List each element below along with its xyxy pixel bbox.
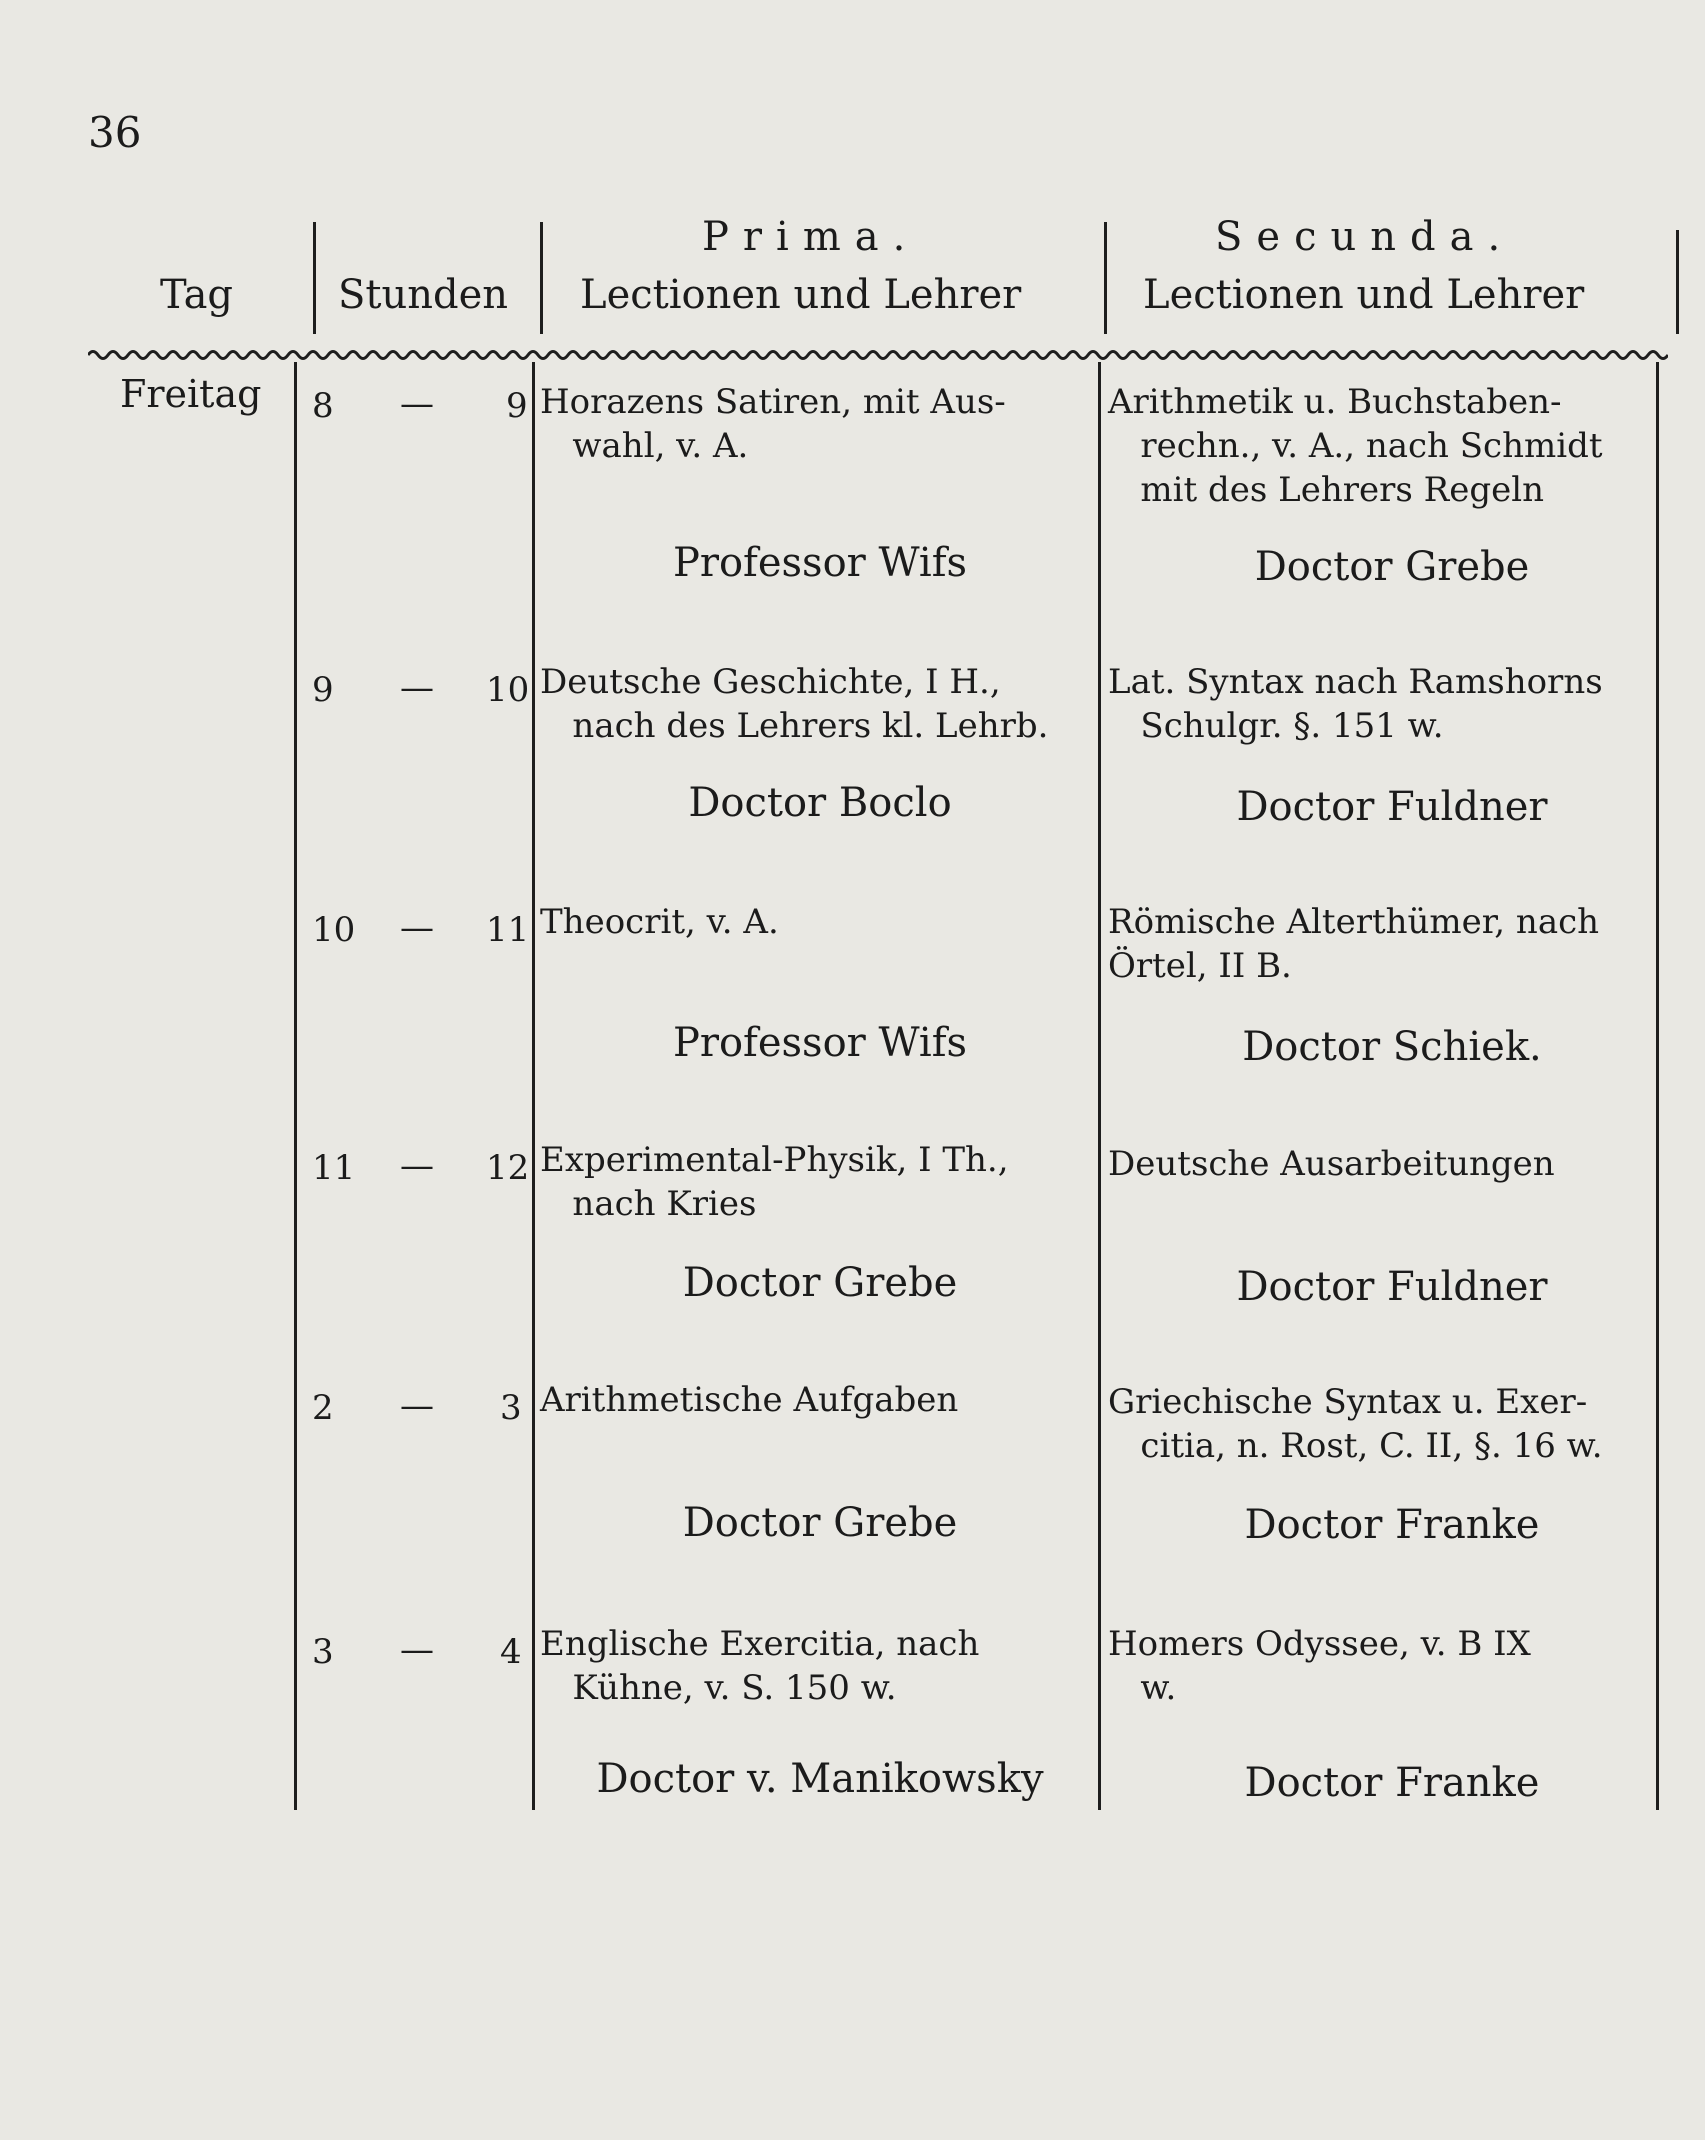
header-rule-3 xyxy=(1104,222,1107,334)
hour-dash: — xyxy=(400,1630,434,1670)
secunda-teacher: Doctor Fuldner xyxy=(1236,784,1548,830)
header-secunda-title: Secunda. xyxy=(1215,214,1515,260)
secunda-lesson: Lat. Syntax nach Ramshorns Schulgr. §. 151 w. xyxy=(1108,662,1603,746)
prima-teacher: Doctor Boclo xyxy=(688,780,952,826)
prima-teacher: Doctor Grebe xyxy=(682,1500,958,1546)
header-secunda-sub: Lectionen und Lehrer xyxy=(1143,272,1585,318)
secunda-teacher: Doctor Fuldner xyxy=(1236,1264,1548,1310)
day-label: Freitag xyxy=(120,372,262,416)
secunda-lesson: Deutsche Ausarbeitungen xyxy=(1108,1144,1555,1184)
hour-dash: — xyxy=(400,1386,434,1426)
secunda-lesson: Römische Alterthümer, nach Örtel, II B. xyxy=(1108,902,1600,986)
hour-from: 3 xyxy=(312,1632,334,1672)
secunda-teacher: Doctor Franke xyxy=(1244,1760,1540,1806)
hour-dash: — xyxy=(400,1146,434,1186)
hour-from: 8 xyxy=(312,386,334,426)
prima-lesson: Theocrit, v. A. xyxy=(540,902,779,942)
secunda-teacher: Doctor Grebe xyxy=(1254,544,1530,590)
prima-teacher: Professor Wifs xyxy=(672,540,968,586)
header-stunden: Stunden xyxy=(338,272,509,318)
secunda-teacher: Doctor Schiek. xyxy=(1242,1024,1542,1070)
secunda-teacher: Doctor Franke xyxy=(1244,1502,1540,1548)
prima-teacher: Doctor Grebe xyxy=(682,1260,958,1306)
hour-from: 9 xyxy=(312,670,334,710)
hour-to: 12 xyxy=(486,1148,530,1188)
header-rule-2 xyxy=(540,222,543,334)
prima-teacher: Professor Wifs xyxy=(672,1020,968,1066)
hour-dash: — xyxy=(400,384,434,424)
prima-teacher: Doctor v. Manikowsky xyxy=(596,1756,1044,1802)
secunda-lesson: Homers Odyssee, v. B IX w. xyxy=(1108,1624,1531,1708)
hour-to: 4 xyxy=(500,1632,522,1672)
header-prima-title: Prima. xyxy=(702,214,920,260)
prima-lesson: Englische Exercitia, nach Kühne, v. S. 150 w. xyxy=(540,1624,980,1708)
header-tag: Tag xyxy=(160,272,234,318)
body-rule-1 xyxy=(294,362,297,1810)
hour-to: 11 xyxy=(486,910,530,950)
hour-from: 2 xyxy=(312,1388,334,1428)
hour-to: 9 xyxy=(506,386,528,426)
wavy-divider xyxy=(88,348,1668,362)
hour-dash: — xyxy=(400,908,434,948)
prima-lesson: Deutsche Geschichte, I H., nach des Lehrers kl. Lehrb. xyxy=(540,662,1049,746)
page-number: 36 xyxy=(88,108,142,157)
body-rule-2 xyxy=(532,362,535,1810)
secunda-lesson: Griechische Syntax u. Exer- citia, n. Rost, C. II, §. 16 w. xyxy=(1108,1382,1603,1466)
header-rule-1 xyxy=(313,222,316,334)
secunda-lesson: Arithmetik u. Buchstaben- rechn., v. A., nach Schmidt mit des Lehrers Regeln xyxy=(1108,382,1603,510)
hour-from: 11 xyxy=(312,1148,356,1188)
prima-lesson: Experimental-Physik, I Th., nach Kries xyxy=(540,1140,1009,1224)
prima-lesson: Horazens Satiren, mit Aus- wahl, v. A. xyxy=(540,382,1006,466)
prima-lesson: Arithmetische Aufgaben xyxy=(540,1380,959,1420)
header-rule-4 xyxy=(1676,230,1679,334)
hour-from: 10 xyxy=(312,910,356,950)
hour-to: 10 xyxy=(486,670,530,710)
header-prima-sub: Lectionen und Lehrer xyxy=(580,272,1022,318)
hour-dash: — xyxy=(400,668,434,708)
hour-to: 3 xyxy=(500,1388,522,1428)
